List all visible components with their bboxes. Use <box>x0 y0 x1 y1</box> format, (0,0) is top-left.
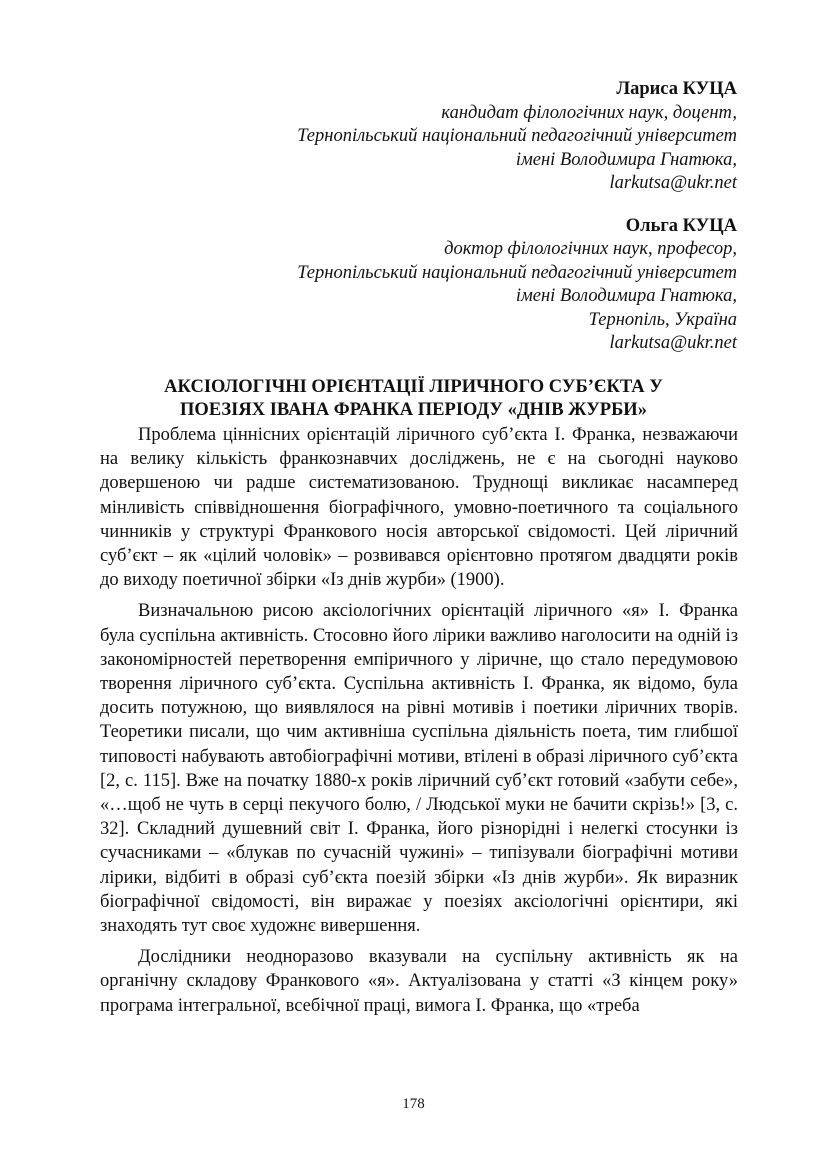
page-number: 178 <box>402 1096 425 1112</box>
author-degree: кандидат філологічних наук, доцент, <box>441 102 737 123</box>
article-body <box>100 423 738 1025</box>
author-info <box>177 78 737 356</box>
author-email: larkutsa@ukr.net <box>609 333 737 353</box>
article-title-line-1: АКСІОЛОГІЧНІ ОРІЄНТАЦІЇ ЛІРИЧНОГО СУБ’ЄКТА У <box>164 377 663 397</box>
author-name: Лариса КУЦА <box>616 79 737 99</box>
author-university-name: імені Володимира Гнатюка, <box>515 149 737 170</box>
author-block-2 <box>177 215 737 356</box>
author-name: Ольга КУЦА <box>625 215 737 236</box>
body-paragraph-3: Дослідники неодноразово вказували на суспільну активність як на органічну складову Франкового «я». Актуалізована у статті «З кінцем року» програма інтегральної, всебічної праці, вимога І. Франка, що «треба <box>100 947 738 1016</box>
author-degree: доктор філологічних наук, професор, <box>444 239 737 259</box>
author-university: Тернопільський національний педагогічний університет <box>297 262 737 283</box>
article-title <box>100 376 727 422</box>
author-email: larkutsa@ukr.net <box>609 173 737 193</box>
body-paragraph-1: Проблема ціннісних орієнтацій ліричного суб’єкта І. Франка, незважаючи на велику кількість франкознавчих досліджень, не є на сьогодні науково довершеною чи радше систематизованою. Труднощі викликає насамперед мінливість співвідношення біографічного, умовно-поетичного та соціального чинників у структурі Франкового носія авторської свідомості. Цей ліричний суб’єкт – як «цілий чоловік» – розвивався орієнтовно протягом двадцяти років до виходу поетичної збірки «Із днів журби» (1900). <box>100 425 738 591</box>
body-paragraph-2: Визначальною рисою аксіологічних орієнтацій ліричного «я» І. Франка була суспільна активність. Стосовно його лірики важливо наголосити на одній із закономірностей перетворення емпіричного у ліричне, що стало передумовою творення ліричного суб’єкта. Суспільна активність І. Франка, як відомо, була досить потужною, що виявлялося на рівні мотивів і поетики ліричних творів. Теоретики писали, що чим активніша суспільна діяльність поета, тим глибшої типовості набувають автобіографічні мотиви, втілені в образі ліричного суб’єкта [2, с. 115]. Вже на початку 1880-х років ліричний суб’єкт готовий «забути себе», «…щоб не чуть в серці пекучого болю, / Людської муки не бачити скрізь!» [3, с. 32]. Складний душевний світ І. Франка, його різнорідні і нелегкі стосунки із сучасниками – «блукав по сучасній чужині» – типізували біографічні мотиви лірики, відбиті в образі суб’єкта поезій збірки «Із днів журби». Як виразник біографічної свідомості, він виражає у поезіях аксіологічні орієнтири, які знаходять тут своє художнє вивершення. <box>100 601 739 937</box>
author-location: Тернопіль, Україна <box>588 309 737 330</box>
author-university-name: імені Володимира Гнатюка, <box>515 286 737 306</box>
author-university: Тернопільський національний педагогічний університет <box>297 126 737 146</box>
author-block-1 <box>177 78 737 196</box>
article-title-line-2: ПОЕЗІЯХ ІВАНА ФРАНКА ПЕРІОДУ «ДНІВ ЖУРБИ» <box>180 400 647 420</box>
